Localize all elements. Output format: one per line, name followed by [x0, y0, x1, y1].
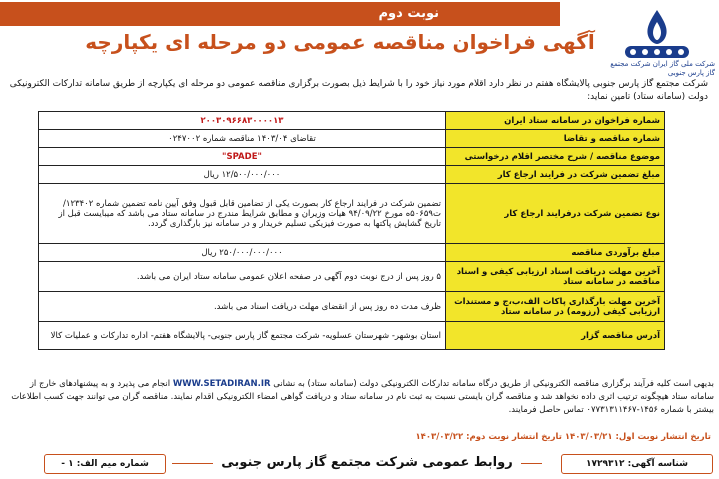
- table-row: [39, 112, 665, 130]
- table-row: [39, 130, 665, 148]
- row-value: "SPADE": [39, 148, 446, 166]
- logo-caption: شرکت ملی گاز ایران شرکت مجتمع گاز پارس جنوبی: [610, 60, 715, 77]
- row-value: ۵ روز پس از درج نوبت دوم آگهی در صفحه اعلان عمومی سامانه ستاد ایران می باشد.: [39, 262, 446, 292]
- row-value: ۲۵۰/۰۰۰/۰۰۰/۰۰۰ ریال: [39, 244, 446, 262]
- row-value: ظرف مدت ده روز پس از انقضای مهلت دریافت اسناد می باشد.: [39, 292, 446, 322]
- row-label: آخرین مهلت دریافت اسناد ارزیابی کیفی و اسناد مناقصه در سامانه ستاد: [446, 262, 665, 292]
- row-label: شماره فراخوان در سامانه ستاد ایران: [446, 112, 665, 130]
- public-relations-text: روابط عمومی شرکت مجتمع گاز پارس جنوبی: [213, 455, 520, 470]
- gas-flame-logo-icon: [597, 6, 717, 66]
- intro-paragraph: شرکت مجتمع گاز پارس جنوبی پالایشگاه هفتم در نظر دارد اقلام مورد نیاز خود را با شرایط ذیل بصورت برگزاری مناقصه عمومی دو مرحله ای یکپارچه از طریق سامانه تدارکات الکترونیکی دولت (سامانه ستاد) تامین نماید:: [9, 79, 708, 102]
- table-row: [39, 322, 665, 350]
- row-value: تضمین شرکت در فرایند ارجاع کار بصورت یکی از تضامین قابل قبول وفق آیین نامه تضمین شماره ۱۲۳۴۰۲/ت۵۰۶۵۹ه مورخ ۹۴/۰۹/۲۲ هیات وزیران و مطابق شرایط مندرج در سامانه ستاد می باشد که میبایست قبل از تاریخ گشایش پاکتها به صورت فیزیکی تسلیم خریدار و در سامانه نیز بارگذاری گردد.: [39, 184, 446, 244]
- footer-paragraph: [6, 378, 714, 417]
- row-value: تقاضای ۱۴۰۳/۰۴ مناقصه شماره ۰۲۴۷۰۰۲: [39, 130, 446, 148]
- row-value: استان بوشهر- شهرستان عسلویه- شرکت مجتمع گاز پارس جنوبی- پالایشگاه هفتم- اداره تدارکات و عملیات کالا: [39, 322, 446, 350]
- bottom-bar: [2, 452, 717, 476]
- row-label: آخرین مهلت بارگذاری پاکات الف،ب،ج و مستندات ارزیابی کیفی (رزومه) در سامانه ستاد: [446, 292, 665, 322]
- mim-number-box: شماره میم الف: ۱ -: [44, 454, 166, 474]
- table-row: [39, 244, 665, 262]
- table-row: [39, 166, 665, 184]
- table-row: [39, 148, 665, 166]
- row-label: موضوع مناقصه / شرح مختصر اقلام درخواستی: [446, 148, 665, 166]
- setad-website-link[interactable]: WWW.SETADIRAN.IR: [172, 379, 271, 389]
- notice-title: آگهی فراخوان مناقصه عمومی دو مرحله ای یکپارچه: [85, 30, 595, 54]
- tender-info-table: [38, 111, 665, 350]
- row-label: آدرس مناقصه گزار: [446, 322, 665, 350]
- table-row: [39, 184, 665, 244]
- row-label: شماره مناقصه و تقاضا: [446, 130, 665, 148]
- table-row: [39, 262, 665, 292]
- public-relations-label: [202, 452, 532, 474]
- publication-dates: تاریخ انتشار نوبت اول: ۱۴۰۳/۰۳/۲۱ تاریخ انتشار نوبت دوم: ۱۴۰۳/۰۳/۲۲: [415, 432, 711, 442]
- round-label: نوبت دوم: [209, 2, 509, 26]
- footer-text-part2: انجام می پذیرد و به پیشنهادهای خارج از سامانه ستاد هیچگونه ترتیب اثری داده نخواهد شد و مناقصه گران بایستی نسبت به ثبت نام در سامانه ستاد و دریافت گواهی امضاء الکترونیکی اقدام نمایند. مناقصه گران می توانند جهت کسب اطلاعات بیشتر با شماره ۱۴۵۶-۰۷۷۳۱۳۱۱۴۶۷ تماس حاصل فرمایند.: [11, 379, 714, 415]
- table-row: [39, 292, 665, 322]
- row-value: ۲۰۰۳۰۹۶۶۸۳۰۰۰۰۱۳: [39, 112, 446, 130]
- row-label: نوع تضمین شرکت درفرایند ارجاع کار: [446, 184, 665, 244]
- ad-id-box: شناسه آگهی: ۱۷۲۹۳۱۲: [561, 454, 713, 474]
- row-label: مبلغ تضمین شرکت در فرایند ارجاع کار: [446, 166, 665, 184]
- footer-text-part1: بدیهی است کلیه فرآیند برگزاری مناقصه الکترونیکی از طریق درگاه سامانه تدارکات الکترونیکی دولت (سامانه ستاد) به نشانی: [273, 379, 714, 389]
- row-label: مبلغ برآوردی مناقصه: [446, 244, 665, 262]
- row-value: ۱۲/۵۰۰/۰۰۰/۰۰۰ ریال: [39, 166, 446, 184]
